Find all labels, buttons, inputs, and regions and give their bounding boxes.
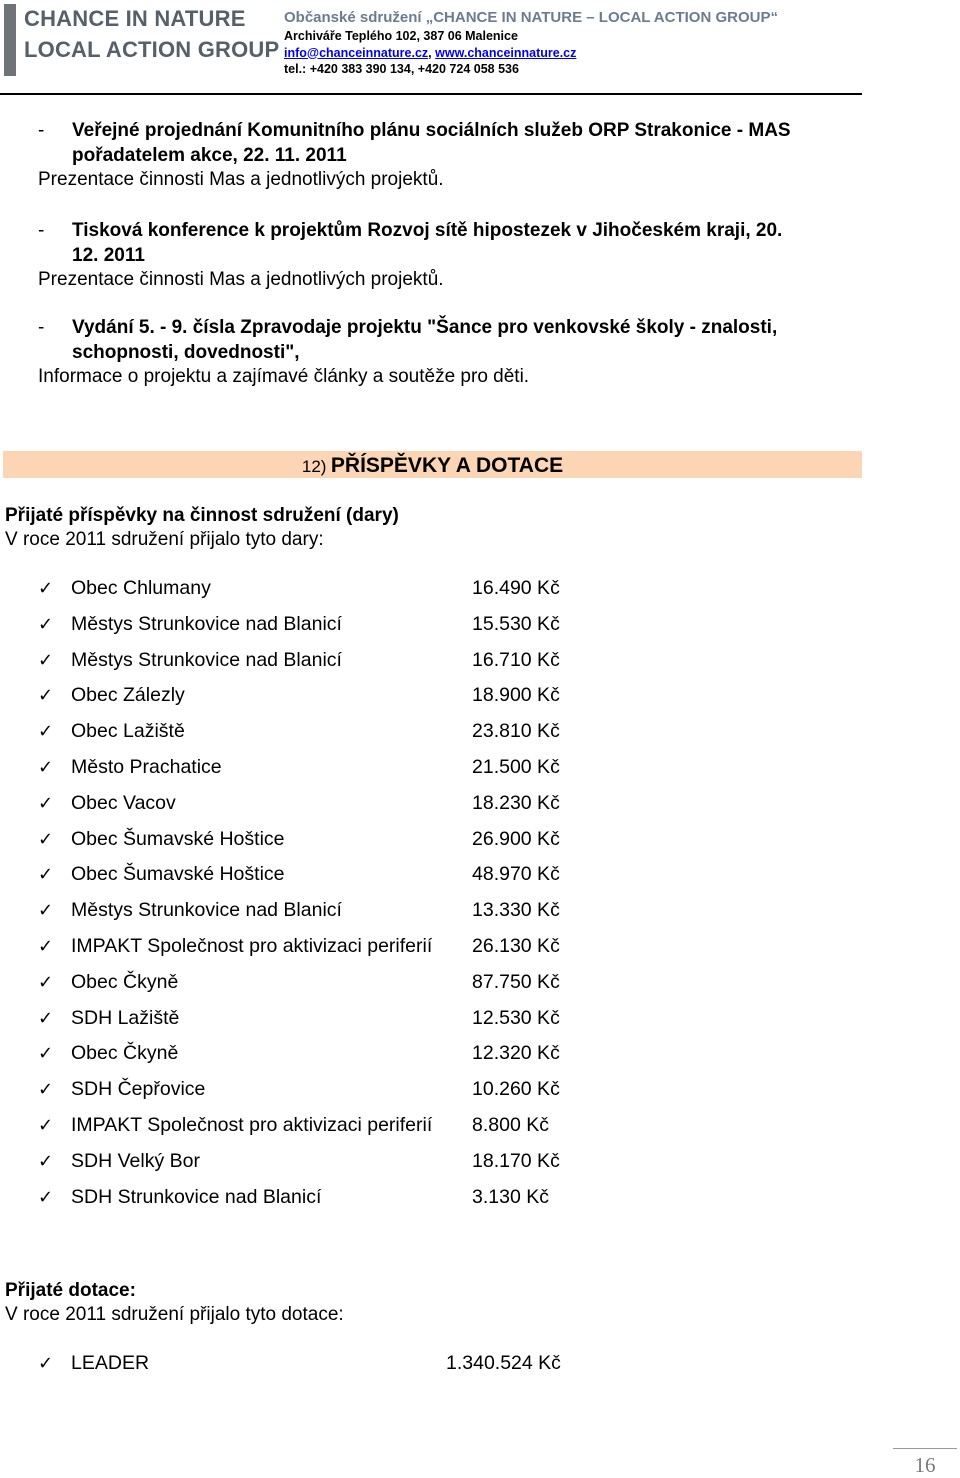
event-title-line: Vydání 5. - 9. čísla Zpravodaje projektu "Šance pro venkovské školy - znalosti, xyxy=(72,317,778,338)
event-description: Prezentace činnosti Mas a jednotlivých projektů. xyxy=(38,269,444,290)
check-icon: ✓ xyxy=(38,828,54,850)
event-description: Prezentace činnosti Mas a jednotlivých projektů. xyxy=(38,169,444,190)
item-amount: 26.130 Kč xyxy=(472,934,560,957)
event-title-line: pořadatelem akce, 22. 11. 2011 xyxy=(72,144,347,166)
item-amount: 21.500 Kč xyxy=(472,755,560,778)
event-item xyxy=(38,316,777,390)
dash-bullet: - xyxy=(38,120,45,141)
logo-text-line2: LOCAL ACTION GROUP xyxy=(24,37,280,62)
event-description: Informace o projektu a zajímavé články a soutěže pro děti. xyxy=(38,366,530,387)
email-link[interactable]: info@chanceinnature.cz xyxy=(284,45,429,60)
check-icon: ✓ xyxy=(38,1186,54,1208)
item-name: SDH Velký Bor xyxy=(71,1149,200,1172)
item-name: SDH Strunkovice nad Blanicí xyxy=(71,1185,322,1208)
item-amount: 26.900 Kč xyxy=(472,827,560,850)
check-icon: ✓ xyxy=(38,721,54,743)
item-amount: 8.800 Kč xyxy=(472,1113,549,1136)
organization-title: Občanské sdružení „CHANCE IN NATURE – LOCAL ACTION GROUP“ xyxy=(284,9,778,26)
event-title-line: Tisková konference k projektům Rozvoj sítě hipostezek v Jihočeském kraji, 20. xyxy=(72,220,783,241)
check-icon: ✓ xyxy=(38,900,54,922)
item-name: Obec Čkyně xyxy=(71,1042,179,1065)
donations-intro xyxy=(5,504,399,552)
header-divider xyxy=(0,93,862,95)
item-amount: 48.970 Kč xyxy=(472,863,560,886)
item-name: IMPAKT Společnost pro aktivizaci periferií xyxy=(71,1113,433,1136)
item-amount: 15.530 Kč xyxy=(472,612,560,635)
grants-heading: Přijaté dotace: xyxy=(5,1280,136,1301)
check-icon: ✓ xyxy=(38,935,54,957)
item-name: Obec Šumavské Hoštice xyxy=(71,827,285,850)
dash-bullet: - xyxy=(38,317,45,338)
item-name: Obec Čkyně xyxy=(71,970,179,993)
event-item xyxy=(38,119,791,193)
section-heading xyxy=(3,451,862,478)
event-title-line: Veřejné projednání Komunitního plánu sociálních služeb ORP Strakonice - MAS xyxy=(72,120,791,141)
check-icon: ✓ xyxy=(38,1114,54,1136)
organization-phone: tel.: +420 383 390 134, +420 724 058 536 xyxy=(284,62,519,76)
item-name: Obec Šumavské Hoštice xyxy=(71,863,285,886)
check-icon: ✓ xyxy=(38,1150,54,1172)
item-amount: 16.490 Kč xyxy=(472,577,560,599)
item-amount: 10.260 Kč xyxy=(472,1078,560,1101)
logo-text-line1: CHANCE IN NATURE xyxy=(24,6,246,31)
item-amount: 18.170 Kč xyxy=(472,1149,560,1172)
item-amount: 87.750 Kč xyxy=(472,970,560,993)
item-name: Městys Strunkovice nad Blanicí xyxy=(71,648,342,671)
check-icon: ✓ xyxy=(38,1079,54,1101)
check-icon: ✓ xyxy=(38,1353,54,1374)
item-amount: 16.710 Kč xyxy=(472,648,560,671)
item-amount: 23.810 Kč xyxy=(472,720,560,743)
header-links xyxy=(284,45,778,62)
check-icon: ✓ xyxy=(38,864,54,886)
section-title: PŘÍSPĚVKY A DOTACE xyxy=(330,454,564,477)
page-header xyxy=(0,0,960,95)
item-amount: 12.320 Kč xyxy=(472,1042,560,1065)
event-item xyxy=(38,219,782,293)
item-name: IMPAKT Společnost pro aktivizaci periferií xyxy=(71,934,433,957)
item-name: Obec Lažiště xyxy=(71,720,185,743)
item-amount: 3.130 Kč xyxy=(472,1185,549,1208)
check-icon: ✓ xyxy=(38,1043,54,1065)
check-icon: ✓ xyxy=(38,756,54,778)
item-name: Obec Vacov xyxy=(71,791,176,814)
item-name: Městys Strunkovice nad Blanicí xyxy=(71,612,342,635)
link-separator: , xyxy=(428,45,432,60)
section-number: 12) xyxy=(301,457,327,476)
grants-intro xyxy=(5,1279,344,1327)
event-title-line: schopnosti, dovednosti", xyxy=(72,341,300,363)
check-icon: ✓ xyxy=(38,578,54,599)
item-amount: 1.340.524 Kč xyxy=(446,1352,561,1374)
item-amount: 18.230 Kč xyxy=(472,791,560,814)
item-amount: 12.530 Kč xyxy=(472,1006,560,1029)
item-name: SDH Lažiště xyxy=(71,1006,180,1029)
check-icon: ✓ xyxy=(38,792,54,814)
check-icon: ✓ xyxy=(38,613,54,635)
grants-intro-text: V roce 2011 sdružení přijalo tyto dotace: xyxy=(5,1304,344,1325)
item-name: Obec Chlumany xyxy=(71,577,211,599)
organization-address: Archiváře Teplého 102, 387 06 Malenice xyxy=(284,29,518,43)
item-amount: 18.900 Kč xyxy=(472,684,560,707)
logo-mark xyxy=(4,4,16,76)
check-icon: ✓ xyxy=(38,1007,54,1029)
page-number: 16 xyxy=(893,1448,957,1478)
item-amount: 13.330 Kč xyxy=(472,899,560,922)
check-icon: ✓ xyxy=(38,649,54,671)
donations-heading: Přijaté příspěvky na činnost sdružení (dary) xyxy=(5,505,399,526)
donations-intro-text: V roce 2011 sdružení přijalo tyto dary: xyxy=(5,529,324,550)
item-name: LEADER xyxy=(71,1352,150,1374)
event-title-line: 12. 2011 xyxy=(72,244,145,266)
header-contact-block xyxy=(284,8,778,78)
item-name: Město Prachatice xyxy=(71,755,222,778)
dash-bullet: - xyxy=(38,220,45,241)
item-name: Městys Strunkovice nad Blanicí xyxy=(71,899,342,922)
check-icon: ✓ xyxy=(38,685,54,707)
web-link[interactable]: www.chanceinnature.cz xyxy=(435,45,577,60)
check-icon: ✓ xyxy=(38,971,54,993)
item-name: SDH Čepřovice xyxy=(71,1078,206,1101)
item-name: Obec Zálezly xyxy=(71,684,185,707)
